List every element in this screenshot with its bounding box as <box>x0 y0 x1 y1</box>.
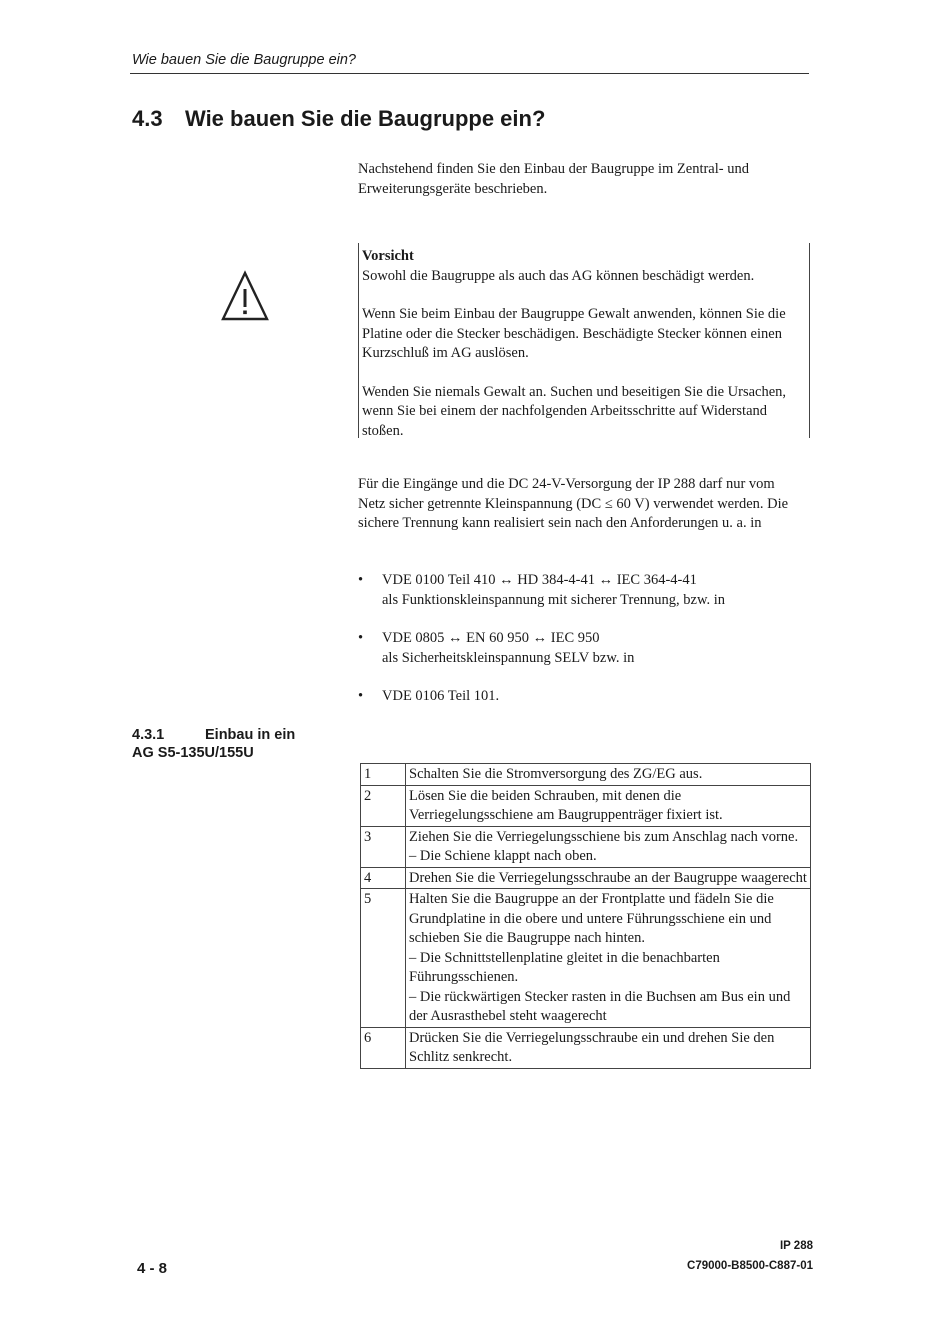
caution-box <box>358 243 810 438</box>
section-title-text: Wie bauen Sie die Baugruppe ein? <box>185 106 546 131</box>
table-row <box>361 764 811 786</box>
bullet-line-2: als Sicherheitskleinspannung SELV bzw. in <box>382 649 635 666</box>
caution-text-3: Wenden Sie niemals Gewalt an. Suchen und beseitigen Sie die Ursachen, wenn Sie bei einem der nachfolgenden Arbeitsschritte auf Widerstand stoßen. <box>362 383 787 439</box>
table-row <box>361 785 811 826</box>
subsection-heading <box>132 726 295 762</box>
footer-doc-number: C79000-B8500-C887-01 <box>687 1260 813 1272</box>
intro-paragraph: Nachstehend finden Sie den Einbau der Baugruppe im Zentral- und Erweiterungsgeräte beschrieben. <box>358 161 749 197</box>
step-number: 1 <box>361 764 406 786</box>
steps-table <box>360 763 811 1069</box>
step-text: Drehen Sie die Verriegelungsschraube an der Baugruppe waagerecht <box>406 867 811 889</box>
footer-product: IP 288 <box>779 1240 813 1252</box>
subsection-number: 4.3.1 <box>132 727 165 743</box>
bullet-line-1: VDE 0106 Teil 101. <box>382 688 500 704</box>
step-number: 2 <box>361 785 406 826</box>
step-subitem: – Die Schiene klappt nach oben. <box>409 848 597 864</box>
warning-triangle-icon <box>220 270 270 322</box>
header-rule <box>130 73 809 74</box>
step-number: 4 <box>361 867 406 889</box>
section-title <box>132 106 545 132</box>
step-text: Schalten Sie die Stromversorgung des ZG/EG aus. <box>406 764 811 786</box>
bullet-dot: • <box>358 688 364 704</box>
table-row <box>361 1027 811 1068</box>
step-text: Ziehen Sie die Verriegelungsschiene bis zum Anschlag nach vorne. – Die Schiene klappt nach oben. <box>406 826 811 867</box>
step-number: 3 <box>361 826 406 867</box>
table-row <box>361 867 811 889</box>
step-text: Lösen Sie die beiden Schrauben, mit denen die Verriegelungsschiene am Baugruppenträger fixiert ist. <box>406 785 811 826</box>
table-row <box>361 889 811 1028</box>
caution-title: Vorsicht <box>362 248 414 264</box>
step-subitem: – Die rückwärtigen Stecker rasten in die Buchsen am Bus ein und der Ausrasthebel steht waagerecht <box>409 988 791 1024</box>
bullet-line-2: als Funktionskleinspannung mit sicherer Trennung, bzw. in <box>382 591 726 608</box>
bullet-line-1: VDE 0100 Teil 410 ↔ HD 384-4-41 ↔ IEC 364-4-41 <box>382 572 697 588</box>
step-text: Drücken Sie die Verriegelungsschraube ein und drehen Sie den Schlitz senkrecht. <box>406 1027 811 1068</box>
running-header: Wie bauen Sie die Baugruppe ein? <box>132 52 356 68</box>
table-row <box>361 826 811 867</box>
step-subitem: – Die Schnittstellenplatine gleitet in die benachbarten Führungsschienen. <box>409 949 720 985</box>
safety-paragraph: Für die Eingänge und die DC 24-V-Versorgung der IP 288 darf nur vom Netz sicher getrennte Kleinspannung (DC ≤ 60 V) verwendet werden. Die sichere Trennung kann realisiert sein nach den Anforderungen u. a. in <box>358 476 789 531</box>
bullet-line-1: VDE 0805 ↔ EN 60 950 ↔ IEC 950 <box>382 630 600 646</box>
step-number: 6 <box>361 1027 406 1068</box>
step-number: 5 <box>361 889 406 1028</box>
caution-text-2: Wenn Sie beim Einbau der Baugruppe Gewalt anwenden, können Sie die Platine oder die Stecker beschädigen. Beschädigte Stecker können einen Kurzschluß im AG auslösen. <box>362 306 786 361</box>
bullet-dot: • <box>358 630 364 646</box>
bullet-dot: • <box>358 572 364 588</box>
page-number: 4 - 8 <box>137 1260 168 1277</box>
step-text: Halten Sie die Baugruppe an der Frontplatte und fädeln Sie die Grundplatine in die obere und untere Führungsschiene ein und schieben Sie die Baugruppe nach hinten. – Die Schnittstellenplatine gleitet in die benachbarten Führungsschienen. – Die rückwärtigen Stecker rasten in die Buchsen am Bus ein und der Ausrasthebel steht waagerecht <box>406 889 811 1028</box>
subsection-title-line-1: Einbau in ein <box>205 727 296 743</box>
subsection-title-line-2: AG S5-135U/155U <box>132 745 254 761</box>
section-number: 4.3 <box>132 106 163 131</box>
caution-text-1: Sowohl die Baugruppe als auch das AG können beschädigt werden. <box>362 267 755 284</box>
